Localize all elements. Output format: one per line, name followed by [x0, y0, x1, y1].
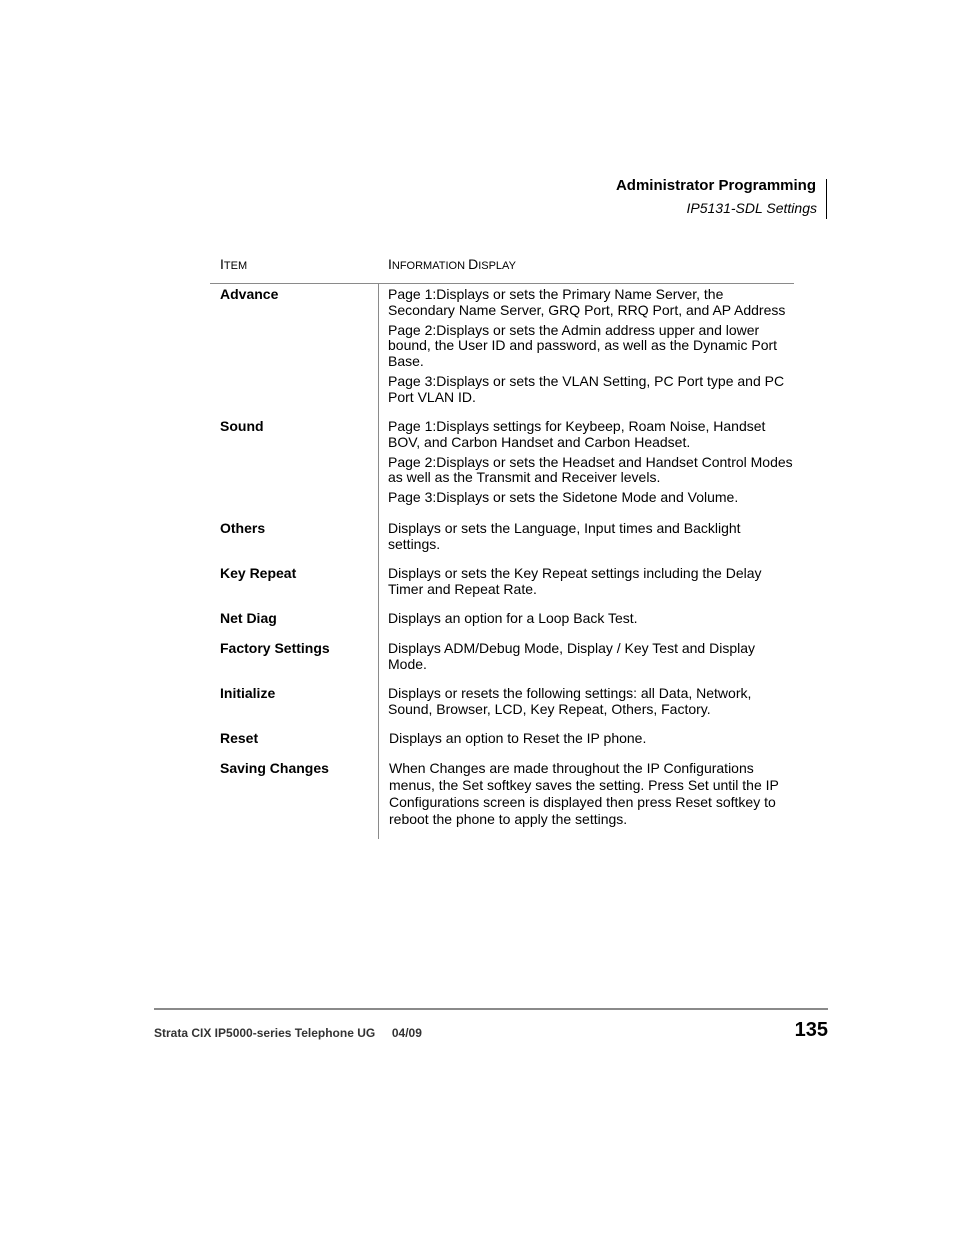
header-rule [826, 179, 827, 219]
row-label-sound: Sound [220, 418, 264, 434]
row-info-key-repeat [388, 566, 793, 602]
row-label-factory-settings: Factory Settings [220, 640, 330, 656]
row-info-initialize [388, 686, 793, 722]
header-subtitle: IP5131-SDL Settings [686, 200, 817, 216]
row-info-net-diag [388, 611, 793, 631]
row-label-net-diag: Net Diag [220, 610, 277, 626]
info-paragraph: Page 1:Displays settings for Keybeep, Roam Noise, Handset BOV, and Carbon Handset and Carbon Headset. [388, 418, 766, 450]
info-paragraph: Page 1:Displays or sets the Primary Name Server, the Secondary Name Server, GRQ Port, RRQ Port, and AP Address [388, 286, 786, 318]
page-number: 135 [794, 1019, 828, 1041]
row-label-initialize: Initialize [220, 685, 276, 701]
info-paragraph: Displays or sets the Key Repeat settings including the Delay Timer and Repeat Rate. [388, 565, 762, 597]
row-label-key-repeat: Key Repeat [220, 565, 297, 581]
info-paragraph: Displays or resets the following settings: all Data, Network, Sound, Browser, LCD, Key Repeat, Others, Factory. [388, 685, 752, 717]
row-label-others: Others [220, 520, 266, 536]
info-paragraph: Displays an option for a Loop Back Test. [388, 610, 638, 626]
footer-date: 04/09 [391, 1026, 422, 1040]
info-paragraph: When Changes are made throughout the IP Configurations menus, the Set softkey saves the setting. Press Set until the IP Configurations screen is displayed then press Reset softkey to reboot the phone to apply the settings. [389, 760, 779, 827]
column-header-information-display: INFORMATION DISPLAY [388, 256, 516, 272]
header-title: Administrator Programming [615, 177, 816, 194]
row-info-others [388, 521, 793, 557]
row-label-advance: Advance [220, 286, 279, 302]
row-info-sound [388, 419, 793, 510]
info-paragraph: Page 3:Displays or sets the Sidetone Mode and Volume. [388, 489, 739, 506]
row-label-reset: Reset [220, 730, 259, 746]
info-paragraph: Displays or sets the Language, Input times and Backlight settings. [388, 520, 741, 552]
row-label-saving-changes: Saving Changes [220, 760, 329, 776]
footer-rule [154, 1008, 828, 1010]
table-header-rule [210, 283, 794, 284]
info-paragraph: Displays an option to Reset the IP phone. [389, 730, 647, 746]
table-column-divider [378, 284, 379, 839]
info-paragraph: Page 3:Displays or sets the VLAN Setting, PC Port type and PC Port VLAN ID. [388, 372, 785, 405]
info-paragraph: Page 2:Displays or sets the Admin address upper and lower bound, the User ID and password, as well as the Dynamic Port Base. [388, 321, 778, 369]
row-info-factory-settings [388, 641, 793, 677]
row-info-saving-changes [389, 760, 789, 833]
info-paragraph: Page 2:Displays or sets the Headset and Handset Control Modes as well as the Transmit and Receiver levels. [388, 453, 793, 486]
row-info-reset [389, 730, 789, 752]
info-paragraph: Displays ADM/Debug Mode, Display / Key Test and Display Mode. [388, 640, 756, 672]
row-info-advance [388, 287, 793, 410]
footer-document-info [154, 1026, 422, 1040]
column-header-item: ITEM [220, 256, 248, 272]
footer-document-title: Strata CIX IP5000-series Telephone UG [154, 1026, 376, 1040]
